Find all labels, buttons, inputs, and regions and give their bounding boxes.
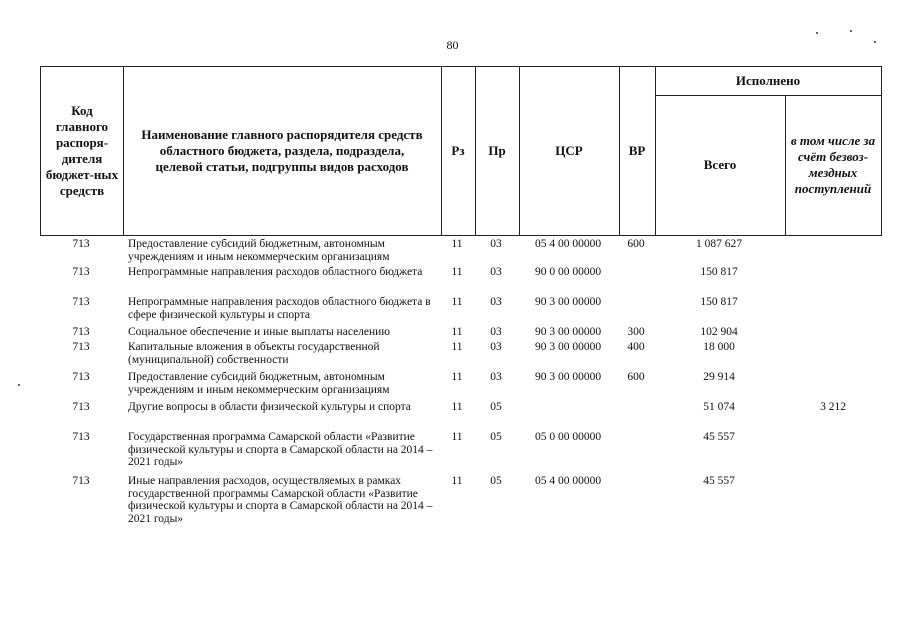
cell-rz: 11: [451, 431, 463, 443]
cell-code: 713: [72, 296, 90, 308]
cell-code: 713: [72, 266, 90, 278]
header-csr: ЦСР: [555, 143, 583, 158]
table-row: [40, 326, 882, 341]
cell-total: 45 557: [703, 475, 735, 487]
cell-pr: 05: [490, 475, 502, 487]
table-row: [40, 431, 882, 475]
cell-pr: 03: [490, 266, 502, 278]
cell-csr: 05 0 00 00000: [534, 431, 602, 443]
cell-code: 713: [72, 371, 90, 383]
cell-code: 713: [72, 401, 90, 413]
page-number: 80: [446, 38, 459, 52]
cell-pr: 03: [490, 296, 502, 308]
cell-name: Непрограммные направления расходов областного бюджета: [128, 266, 423, 278]
cell-code: 713: [72, 341, 90, 353]
cell-rz: 11: [451, 401, 463, 413]
cell-pr: 05: [490, 431, 502, 443]
header-code: Код главного распоря-дителя бюджет-ных средств: [45, 103, 119, 198]
cell-rz: 11: [451, 371, 463, 383]
cell-total: 51 074: [703, 401, 735, 413]
cell-rz: 11: [451, 326, 463, 338]
cell-name: Социальное обеспечение и иные выплаты населению: [128, 326, 390, 338]
cell-csr: 90 0 00 00000: [534, 266, 602, 278]
header-executed: Исполнено: [735, 73, 801, 88]
cell-total: 18 000: [703, 341, 735, 353]
table-row: [40, 371, 882, 401]
cell-pr: 05: [490, 401, 502, 413]
cell-pr: 03: [490, 326, 502, 338]
header-name: Наименование главного распорядителя средств областного бюджета, раздела, подраздела, целевой статьи, подгруппы видов расходов: [141, 127, 423, 174]
table-body: [40, 238, 882, 535]
table-row: [40, 238, 882, 266]
cell-name: Предоставление субсидий бюджетным, автономным учреждениям и иным некоммерческим организациям: [128, 238, 390, 263]
cell-code: 713: [72, 238, 90, 250]
table-row: [40, 296, 882, 326]
cell-pr: 03: [490, 238, 502, 250]
table-row: [40, 341, 882, 371]
header-rz: Рз: [451, 143, 465, 158]
cell-csr: 90 3 00 00000: [534, 371, 602, 383]
cell-name: Иные направления расходов, осуществляемых в рамках государственной программы Самарской области «Развитие физической культуры и спорта в Самарской области на 2014 – 2021 годы»: [128, 475, 433, 525]
cell-csr: 05 4 00 00000: [534, 475, 602, 487]
cell-total: 45 557: [703, 431, 735, 443]
cell-vr: 600: [627, 238, 645, 250]
cell-incl: 3 212: [820, 401, 846, 413]
cell-csr: 90 3 00 00000: [534, 341, 602, 353]
header-pr: Пр: [488, 143, 506, 158]
cell-name: Другие вопросы в области физической культуры и спорта: [128, 401, 411, 413]
cell-rz: 11: [451, 475, 463, 487]
cell-csr: 05 4 00 00000: [534, 238, 602, 250]
cell-rz: 11: [451, 341, 463, 353]
cell-vr: 300: [627, 326, 645, 338]
cell-pr: 03: [490, 341, 502, 353]
cell-total: 102 904: [700, 326, 738, 338]
cell-rz: 11: [451, 266, 463, 278]
cell-code: 713: [72, 475, 90, 487]
cell-name: Капитальные вложения в объекты государственной (муниципальной) собственности: [128, 341, 380, 366]
header-incl-grants: в том числе за счёт безвоз-мездных поступлений: [790, 133, 876, 196]
cell-name: Непрограммные направления расходов областного бюджета в сфере физической культуры и спорта: [128, 296, 431, 321]
table-header: [40, 66, 882, 236]
cell-rz: 11: [451, 238, 463, 250]
cell-vr: 600: [627, 371, 645, 383]
table-row: [40, 266, 882, 296]
cell-total: 150 817: [700, 266, 738, 278]
cell-total: 29 914: [703, 371, 735, 383]
header-total: Всего: [703, 157, 737, 172]
cell-pr: 03: [490, 371, 502, 383]
table-row: [40, 475, 882, 535]
cell-total: 150 817: [700, 296, 738, 308]
cell-code: 713: [72, 326, 90, 338]
cell-vr: 400: [627, 341, 645, 353]
cell-rz: 11: [451, 296, 463, 308]
cell-name: Предоставление субсидий бюджетным, автономным учреждениям и иным некоммерческим организациям: [128, 371, 390, 396]
table-row: [40, 401, 882, 431]
cell-total: 1 087 627: [696, 238, 742, 250]
cell-name: Государственная программа Самарской области «Развитие физической культуры и спорта в Самарской области на 2014 – 2021 годы»: [128, 431, 433, 468]
cell-csr: 90 3 00 00000: [534, 296, 602, 308]
cell-csr: 90 3 00 00000: [534, 326, 602, 338]
cell-code: 713: [72, 431, 90, 443]
header-vr: ВР: [628, 143, 646, 158]
